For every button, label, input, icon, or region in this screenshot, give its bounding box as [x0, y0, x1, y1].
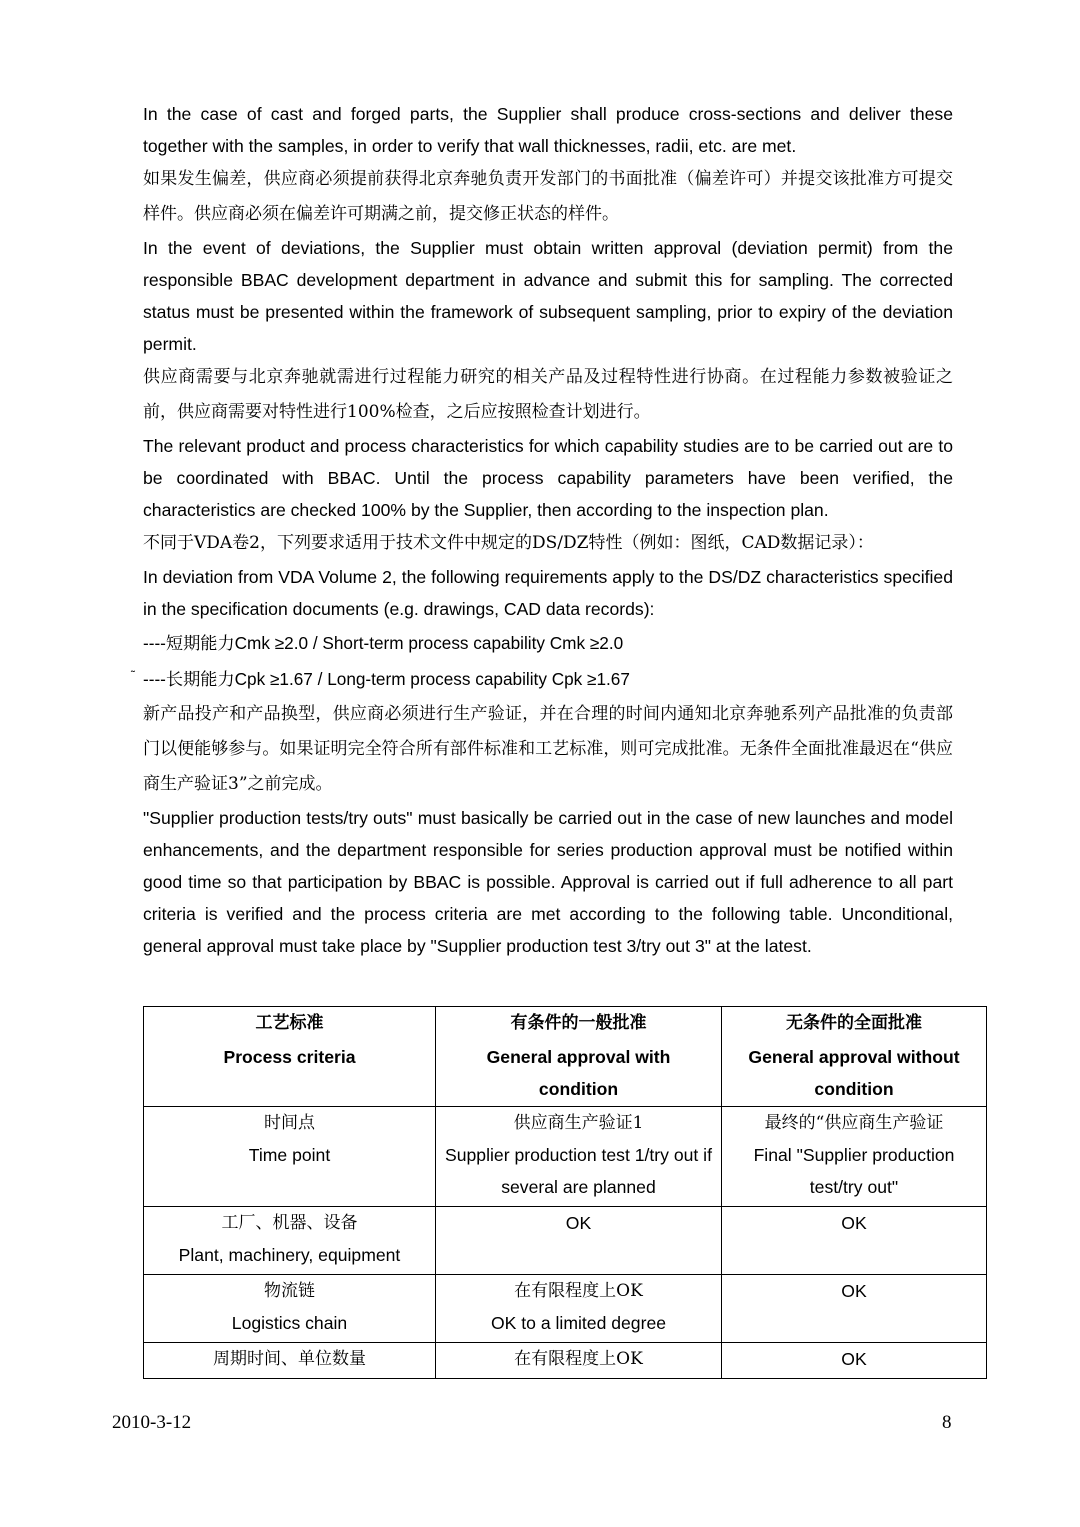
header-cn: 工艺标准 — [255, 1013, 324, 1033]
header-general-approval-with-condition — [436, 1007, 722, 1107]
body-text — [131, 98, 953, 962]
cell-en: Supplier production test 1/try out if several are planned — [445, 1145, 712, 1197]
cell-value: OK — [841, 1213, 867, 1233]
paragraph-en-vda: In deviation from VDA Volume 2, the following requirements apply to the DS/DZ characteristics specified in the specification documents (e.g. drawings, CAD data records): — [143, 567, 953, 619]
cell-cn: 在有限程度上OK — [514, 1281, 643, 1301]
bullet-long-term — [131, 661, 953, 697]
cell-cn: 时间点 — [264, 1113, 315, 1133]
cell-cn: 物流链 — [264, 1281, 315, 1301]
criteria-cell — [144, 1207, 436, 1275]
header-en: General approval with condition — [486, 1047, 671, 1099]
bullet-mark: ˜ — [131, 668, 135, 682]
cell-en: Logistics chain — [231, 1313, 348, 1333]
paragraph-en-production-test: "Supplier production tests/try outs" must basically be carried out in the case of new launches and model enhancements, and the department responsible for series production approval must be notified within good time so that participation by BBAC is possible. Approval is carried out if full adherence to all part criteria is verified and the process criteria are met according to the following table. Unconditional, general approval must take place by "Supplier production test 3/try out 3" at the latest. — [143, 808, 953, 956]
cell-cn: 周期时间、单位数量 — [213, 1349, 366, 1369]
cell-cn: 最终的“供应商生产验证 — [764, 1113, 944, 1133]
header-en: Process criteria — [223, 1047, 356, 1067]
paragraph-en-capability: The relevant product and process characteristics for which capability studies are to be carried out are to be coordinated with BBAC. Until the process capability parameters have been verified, the characteristics are checked 100% by the Supplier, then according to the inspection plan. — [143, 436, 953, 520]
footer-date: 2010-3-12 — [112, 1412, 192, 1433]
criteria-cell — [144, 1343, 436, 1379]
paragraph-cn-capability: 供应商需要与北京奔驰就需进行过程能力研究的相关产品及过程特性进行协商。在过程能力参数被验证之前，供应商需要对特性进行100%检查，之后应按照检查计划进行。 — [143, 367, 953, 422]
without-condition-cell — [722, 1275, 987, 1343]
cell-value: OK — [841, 1349, 867, 1369]
footer-page-number: 8 — [942, 1412, 952, 1433]
with-condition-cell — [436, 1275, 722, 1343]
header-general-approval-without-condition — [722, 1007, 987, 1107]
cell-value: OK — [565, 1213, 592, 1233]
paragraph-en-deviation: In the event of deviations, the Supplier must obtain written approval (deviation permit) from the responsible BBAC development department in advance and submit this for sampling. The corrected status must be presented within the framework of subsequent sampling, prior to expiry of the deviation permit. — [143, 238, 953, 354]
paragraph-cn-deviation: 如果发生偏差，供应商必须提前获得北京奔驰负责开发部门的书面批准（偏差许可）并提交该批准方可提交样件。供应商必须在偏差许可期满之前，提交修正状态的样件。 — [143, 169, 953, 224]
paragraph-cn-vda: 不同于VDA卷2，下列要求适用于技术文件中规定的DS/DZ特性（例如：图纸，CAD数据记录）： — [143, 533, 874, 553]
header-en: General approval without condition — [748, 1047, 960, 1099]
table-row — [144, 1275, 987, 1343]
table-header-row — [144, 1007, 987, 1107]
cell-cn: 在有限程度上OK — [514, 1349, 643, 1369]
bullet-short-term: ----短期能力Cmk ≥2.0 / Short-term process capability Cmk ≥2.0 — [143, 633, 624, 653]
criteria-cell — [144, 1275, 436, 1343]
bullet-long-term-text: ----长期能力Cpk ≥1.67 / Long-term process capability Cpk ≥1.67 — [143, 669, 630, 689]
without-condition-cell — [722, 1343, 987, 1379]
cell-en: Plant, machinery, equipment — [178, 1245, 401, 1265]
header-cn: 无条件的全面批准 — [786, 1013, 922, 1033]
with-condition-cell — [436, 1343, 722, 1379]
table-row — [144, 1107, 987, 1207]
paragraph-cn-production-test: 新产品投产和产品换型，供应商必须进行生产验证，并在合理的时间内通知北京奔驰系列产品批准的负责部门以便能够参与。如果证明完全符合所有部件标准和工艺标准，则可完成批准。无条件全面批准最迟在“供应商生产验证3”之前完成。 — [143, 704, 953, 794]
paragraph-en-cast-forged: In the case of cast and forged parts, the Supplier shall produce cross-sections and deliver these together with the samples, in order to verify that wall thicknesses, radii, etc. are met. — [143, 104, 953, 156]
cell-cn: 供应商生产验证1 — [513, 1113, 644, 1133]
without-condition-cell — [722, 1107, 987, 1207]
cell-cn: 工厂、机器、设备 — [221, 1213, 358, 1233]
without-condition-cell — [722, 1207, 987, 1275]
table-row — [144, 1343, 987, 1379]
with-condition-cell — [436, 1207, 722, 1275]
cell-en: Final "Supplier production test/try out" — [753, 1145, 955, 1197]
table-row — [144, 1207, 987, 1275]
with-condition-cell — [436, 1107, 722, 1207]
criteria-cell — [144, 1107, 436, 1207]
header-process-criteria — [144, 1007, 436, 1107]
process-criteria-table — [143, 1006, 987, 1379]
cell-en: OK to a limited degree — [490, 1313, 667, 1333]
cell-en: Time point — [248, 1145, 331, 1165]
header-cn: 有条件的一般批准 — [510, 1013, 647, 1033]
cell-value: OK — [841, 1281, 867, 1301]
